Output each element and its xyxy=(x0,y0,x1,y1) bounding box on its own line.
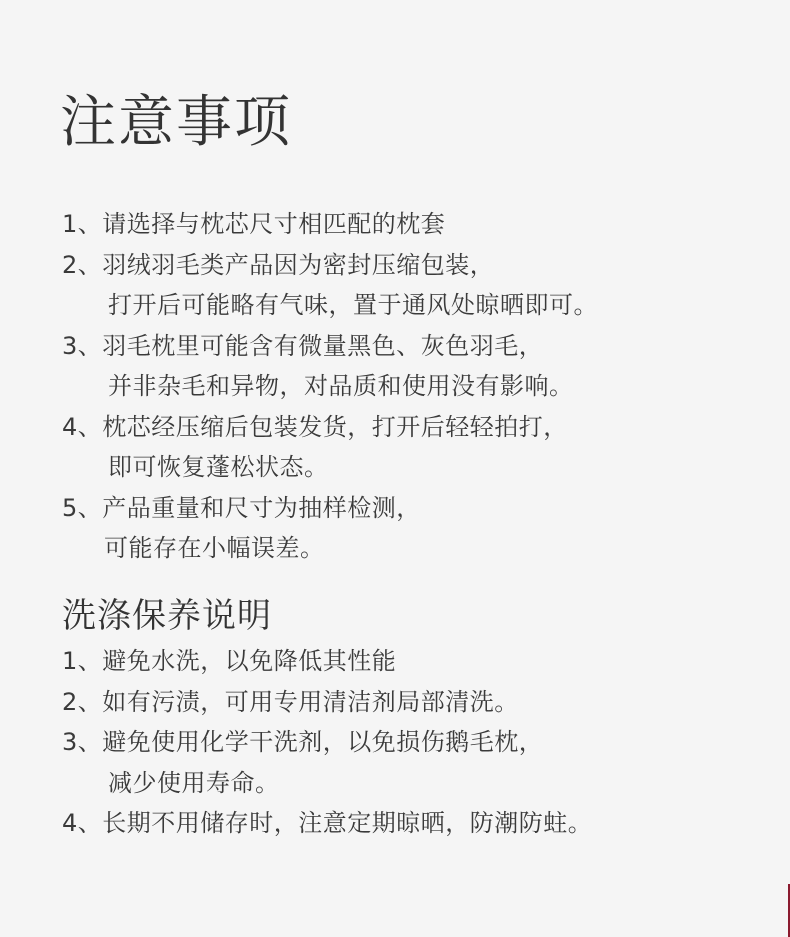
notice-item-5-continued: 可能存在小幅误差。 xyxy=(104,534,325,562)
notice-item-4: 4、枕芯经压缩后包装发货，打开后轻轻拍打， xyxy=(62,412,568,441)
care-item-1: 1、避免水洗，以免降低其性能 xyxy=(62,647,397,675)
notice-item-3-continued: 并非杂毛和异物，对品质和使用没有影响。 xyxy=(108,372,574,400)
notice-list xyxy=(62,204,598,569)
notice-item-2: 2、羽绒羽毛类产品因为密封压缩包装， xyxy=(62,250,495,279)
care-item-3-continued: 减少使用寿命。 xyxy=(108,768,280,797)
notice-item-5: 5、产品重量和尺寸为抽样检测， xyxy=(62,493,421,522)
care-list xyxy=(62,641,592,844)
care-item-3: 3、避免使用化学干洗剂，以免损伤鹅毛枕， xyxy=(62,728,544,756)
notice-item-3: 3、羽毛枕里可能含有微量黑色、灰色羽毛， xyxy=(62,331,544,360)
page-title: 注意事项 xyxy=(60,90,292,155)
notice-item-1: 1、请选择与枕芯尺寸相匹配的枕套 xyxy=(62,210,446,238)
care-item-4: 4、长期不用储存时，注意定期晾晒，防潮防蛀。 xyxy=(62,809,593,837)
notice-item-2-continued: 打开后可能略有气味，置于通风处晾晒即可。 xyxy=(108,291,598,319)
care-title: 洗涤保养说明 xyxy=(62,596,272,636)
notice-item-4-continued: 即可恢复蓬松状态。 xyxy=(108,453,329,481)
care-item-2: 2、如有污渍，可用专用清洁剂局部清洗。 xyxy=(62,687,519,716)
